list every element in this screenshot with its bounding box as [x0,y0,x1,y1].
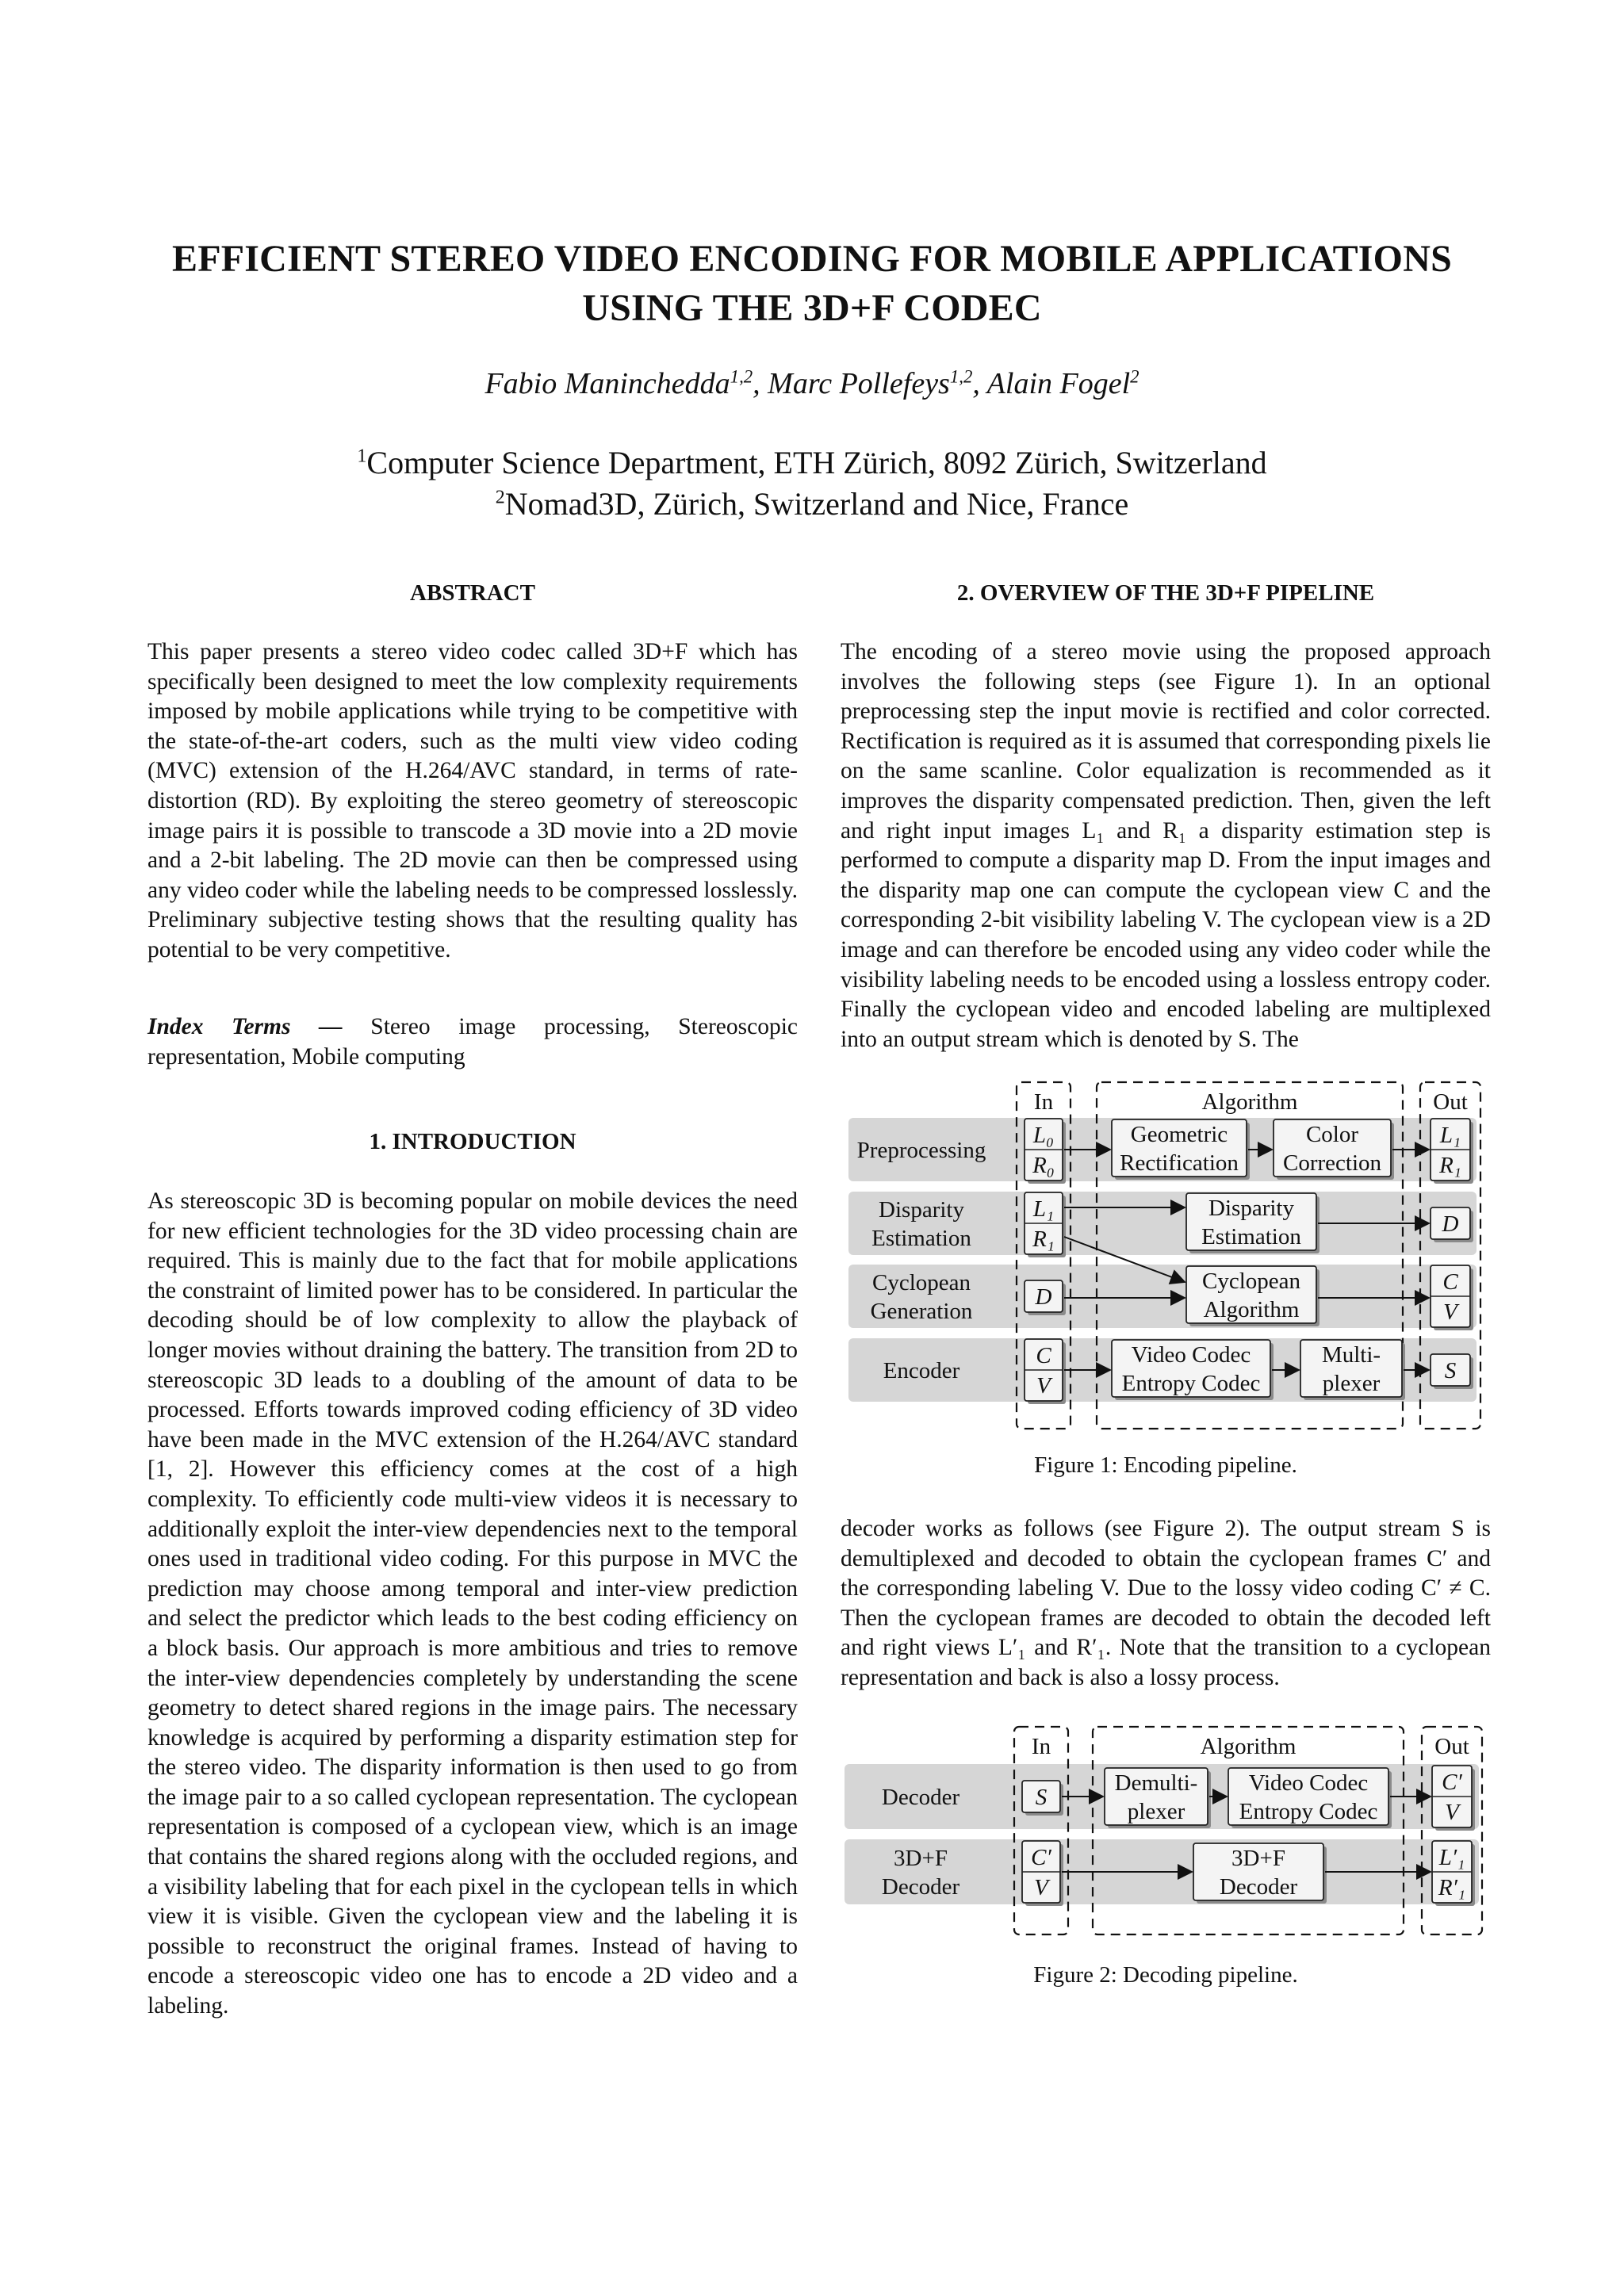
figure-2-algorithm-header: Algorithm [1200,1733,1297,1759]
figure-1-in-header: In [1033,1089,1054,1115]
paper-title-line-2: USING THE 3D+F CODEC [582,287,1042,329]
figure-2-codec-box-label: Video Codec [1248,1770,1369,1796]
figure-1-input-var-label: D [1035,1284,1052,1310]
figure-2-decoding-pipeline [845,1720,1487,1942]
figure-2-out-header: Out [1434,1733,1469,1759]
figure-1-input-var-label: V [1036,1372,1051,1399]
figure-2-codec-box-label: Entropy Codec [1239,1798,1378,1824]
abstract-heading: ABSTRACT [410,580,535,606]
index-terms [147,1012,798,1072]
author-name: Alain Fogel [986,367,1131,400]
figure-2-input-var-label: C′ [1031,1844,1051,1870]
figure-1-cyclopean-algorithm-box-label: Cyclopean [1201,1268,1301,1294]
author-affil-mark: 1,2 [730,366,753,387]
author-name: Marc Pollefeys [768,367,950,400]
figure-1-output-var-label: C [1442,1269,1458,1295]
figure-1-input-var-label: L₁ [1032,1196,1055,1222]
figure-1-color-correction-box-label: Color [1305,1121,1359,1147]
figure-1-row-label: Estimation [871,1225,971,1251]
paper-title-line-1: EFFICIENT STEREO VIDEO ENCODING FOR MOBILE APPLICATIONS [172,238,1452,280]
figure-1-row-label: Cyclopean [871,1269,971,1295]
figure-1-codec-box-label: Video Codec [1131,1341,1251,1368]
affiliation-1: $^1$Computer Science Department, ETH Zürich, 8092 Zürich, Switzerland [357,445,1267,480]
figure-2-row-label: 3D+F [894,1845,948,1871]
index-terms-text: Stereo image processing, Stereoscopic representation, Mobile computing [147,1014,798,1070]
index-terms-label: Index Terms — [147,1014,343,1039]
figure-1-multiplexer-box-label: plexer [1322,1370,1381,1396]
figure-1-geometric-rectification-box-label: Rectification [1120,1150,1239,1176]
figure-1-algorithm-header: Algorithm [1201,1089,1298,1115]
affiliations [111,442,1513,525]
figure-2-row-label: Decoder [881,1784,960,1810]
figure-1-row-label: Encoder [883,1357,960,1383]
figure-1-output-var-label: L₁ [1439,1122,1461,1148]
figure-2-output-var-label: R′₁ [1438,1874,1466,1900]
figure-2-row-label: Decoder [881,1873,960,1900]
author-name: Fabio Maninchedda [485,367,730,400]
figure-2-caption: Figure 2: Decoding pipeline. [1033,1962,1298,1988]
affiliation-2: $^2$Nomad3D, Zürich, Switzerland and Nice, France [495,486,1129,522]
section-1-heading: 1. INTRODUCTION [369,1129,576,1154]
overview-text-1: The encoding of a stereo movie using the proposed approach involves the following steps (see Figure 1). In an optional preprocessing step the input movie is rectified and color corrected. Rectification is required as it is assumed that corresponding pixels lie on the same scanline. Color equalization is recommended as it improves the disparity compensated prediction. Then, given the left and right input images L₁ and R₁ a disparity estimation step is performed to compute a disparity map D. From the input images and the disparity map one can compute the cyclopean view C and the corresponding 2-bit visibility labeling V. The cyclopean view is a 2D image and can therefore be encoded using any video coder while the visibility labeling needs to be encoded using a lossless entropy coder. Finally the cyclopean video and encoded labeling are multiplexed into an output stream which is denoted by S. The [841,639,1491,1052]
abstract-text: This paper presents a stereo video codec called 3D+F which has specifically been designed to meet the low complexity requirements imposed by mobile applications while trying to be competitive with the state-of-the-art coders, such as the multi view video coding (MVC) extension of the H.264/AVC standard, in terms of rate-distortion (RD). By exploiting the stereo geometry of stereoscopic image pairs it is possible to transcode a 3D movie into a 2D movie and a 2-bit labeling. The 2D movie can then be compressed using any video coder while the labeling needs to be compressed losslessly. Preliminary subjective testing shows that the resulting quality has potential to be very competitive. [147,639,798,962]
author-list: Fabio Maninchedda$^{1,2}$, Marc Pollefeys$^{1,2}$, Alain Fogel$^2$ [485,366,1139,400]
figure-2-input-var-label: V [1034,1874,1048,1900]
figure-2-output-var-label: C′ [1442,1769,1462,1795]
figure-1-output-var-label: V [1443,1299,1457,1325]
figure-1-row-label: Preprocessing [856,1137,986,1163]
overview-text-2: decoder works as follows (see Figure 2). The output stream S is demultiplexed and decoded to obtain the cyclopean frames C′ and the corresponding labeling V. Due to the lossy video coding C′ ≠ C. Then the cyclopean frames are decoded to obtain the decoded left and right views L′₁ and R′₁. Note that the transition to a cyclopean representation and back is also a lossy process. [841,1516,1491,1690]
figure-1-row-label: Generation [870,1298,973,1324]
author-affil-mark: 2 [1130,366,1139,387]
figure-1-codec-box-label: Entropy Codec [1121,1370,1261,1396]
figure-1-output-var-label: S [1444,1357,1457,1383]
figure-1-disparity-estimation-box-label: Estimation [1201,1223,1301,1249]
figure-1-encoding-pipeline [848,1074,1483,1439]
figure-1-input-var-label: R₁ [1032,1226,1055,1252]
figure-1-caption: Figure 1: Encoding pipeline. [1034,1452,1297,1478]
figure-1-out-header: Out [1433,1089,1468,1115]
figure-2-3df-decoder-box-label: 3D+F [1231,1845,1285,1871]
figure-2-output-var-label: V [1445,1799,1459,1825]
figure-1-output-var-label: R₁ [1439,1152,1461,1178]
figure-2-output-var-label: L′₁ [1438,1844,1465,1870]
figure-2-in-header: In [1031,1733,1051,1759]
figure-2-demultiplexer-box-label: Demulti- [1114,1770,1198,1796]
section-2-heading: 2. OVERVIEW OF THE 3D+F PIPELINE [956,580,1375,606]
figure-2-demultiplexer-box-label: plexer [1127,1798,1185,1824]
figure-1-color-correction-box-label: Correction [1282,1150,1382,1176]
figure-1-disparity-estimation-box-label: Disparity [1208,1195,1294,1221]
figure-1-input-var-label: C [1036,1342,1051,1368]
figure-1-multiplexer-box-label: Multi- [1321,1341,1381,1368]
figure-1-row-label: Disparity [879,1196,964,1223]
figure-1-geometric-rectification-box-label: Geometric [1130,1121,1228,1147]
figure-2-input-var-label: S [1035,1784,1048,1810]
author-affil-mark: 1,2 [949,366,973,387]
figure-1-input-var-label: L₀ [1032,1122,1055,1148]
intro-text: As stereoscopic 3D is becoming popular on mobile devices the need for new efficient technologies for the 3D video processing chain are required. This is mainly due to the fact that for mobile applications the constraint of limited power has to be considered. In particular the decoding should be of low complexity to allow the playback of longer movies without draining the battery. The transition from 2D to stereoscopic 3D leads to a doubling of the amount of data to be processed. Efforts towards improved coding efficiency of 3D video have been made in the MVC extension of the H.264/AVC standard [1, 2]. However this efficiency comes at the cost of a high complexity. To efficiently code multi-view videos it is necessary to additionally exploit the inter-view dependencies next to the temporal ones used in traditional video coding. For this purpose in MVC the prediction may choose among temporal and inter-view prediction and select the predictor which leads to the best coding efficiency on a block basis. Our approach is more ambitious and tries to remove the inter-view dependencies completely by understanding the scene geometry to detect shared regions in the image pairs. The necessary knowledge is acquired by performing a disparity estimation step for the stereo video. The disparity information is then used to go from the image pair to a so called cyclopean representation. The cyclopean representation is composed of a cyclopean view, which is an image that contains the shared regions along with the occluded regions, and a visibility labeling that for each pixel in the cyclopean tells in which view it is visible. Given the cyclopean view and the labeling it is possible to reconstruct the original frames. Instead of having to encode a stereoscopic video one has to encode a 2D video and a labeling. [147,1188,798,2019]
figure-1-input-var-label: R₀ [1032,1152,1055,1178]
figure-1-output-var-label: D [1442,1211,1459,1237]
figure-1-cyclopean-algorithm-box-label: Algorithm [1203,1296,1300,1322]
paper-title [111,235,1513,333]
figure-2-3df-decoder-box-label: Decoder [1219,1873,1298,1900]
